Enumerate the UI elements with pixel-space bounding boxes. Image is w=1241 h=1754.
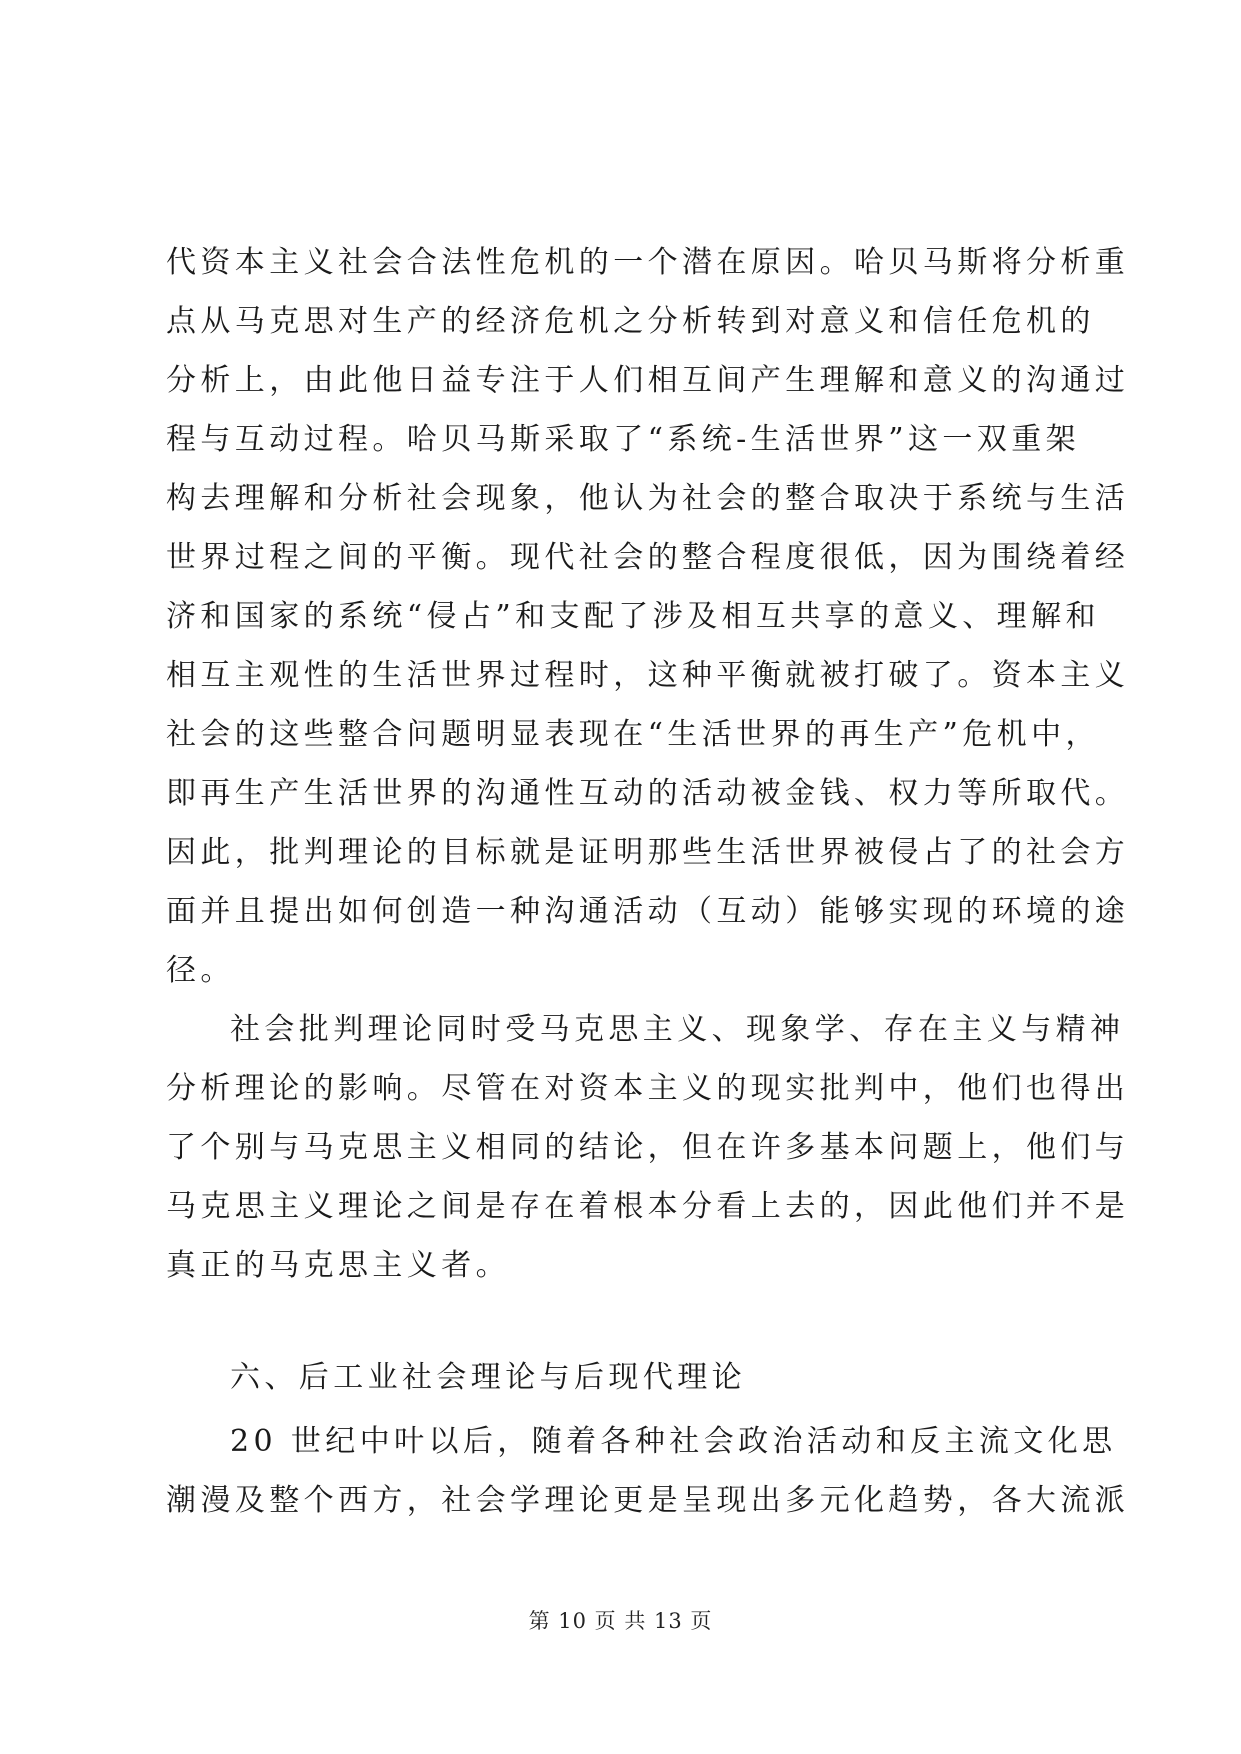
text-line: 马克思主义理论之间是存在着根本分看上去的，因此他们并不是 (166, 1189, 1130, 1224)
text-line: 了个别与马克思主义相同的结论，但在许多基本问题上，他们与 (166, 1130, 1130, 1165)
text-line: 分析上，由此他日益专注于人们相互间产生理解和意义的沟通过 (166, 363, 1130, 398)
paragraph-2 (166, 1000, 1130, 1295)
text-line: 点从马克思对生产的经济危机之分析转到对意义和信任危机的 (166, 304, 1095, 339)
body-text (166, 233, 1130, 1295)
text-line: 分析理论的影响。尽管在对资本主义的现实批判中，他们也得出 (166, 1071, 1130, 1106)
text-line: 因此，批判理论的目标就是证明那些生活世界被侵占了的社会方 (166, 835, 1130, 870)
section-heading: 六、后工业社会理论与后现代理论 (230, 1360, 746, 1395)
paragraph-3 (166, 1412, 1130, 1530)
paragraph-1 (166, 233, 1130, 1000)
text-line: 世界过程之间的平衡。现代社会的整合程度很低，因为围绕着经 (166, 540, 1130, 575)
page-footer: 第 10 页 共 13 页 (528, 1609, 713, 1633)
text-line: 代资本主义社会合法性危机的一个潜在原因。哈贝马斯将分析重 (166, 245, 1130, 280)
text-line: 潮漫及整个西方，社会学理论更是呈现出多元化趋势，各大流派 (166, 1483, 1130, 1518)
text-line: 20 世纪中叶以后，随着各种社会政治活动和反主流文化思 (230, 1424, 1117, 1459)
text-line: 济和国家的系统“侵占”和支配了涉及相互共享的意义、理解和 (166, 599, 1100, 634)
text-line: 程与互动过程。哈贝马斯采取了“系统-生活世界”这一双重架 (166, 422, 1081, 457)
text-line: 社会的这些整合问题明显表现在“生活世界的再生产”危机中， (166, 717, 1100, 752)
text-line: 社会批判理论同时受马克思主义、现象学、存在主义与精神 (230, 1012, 1125, 1047)
text-line: 即再生产生活世界的沟通性互动的活动被金钱、权力等所取代。 (166, 776, 1130, 811)
text-line: 相互主观性的生活世界过程时，这种平衡就被打破了。资本主义 (166, 658, 1130, 693)
text-line: 面并且提出如何创造一种沟通活动（互动）能够实现的环境的途 (166, 894, 1130, 929)
text-line: 真正的马克思主义者。 (166, 1248, 510, 1283)
text-line: 径。 (166, 953, 235, 988)
text-line: 构去理解和分析社会现象，他认为社会的整合取决于系统与生活 (166, 481, 1130, 516)
